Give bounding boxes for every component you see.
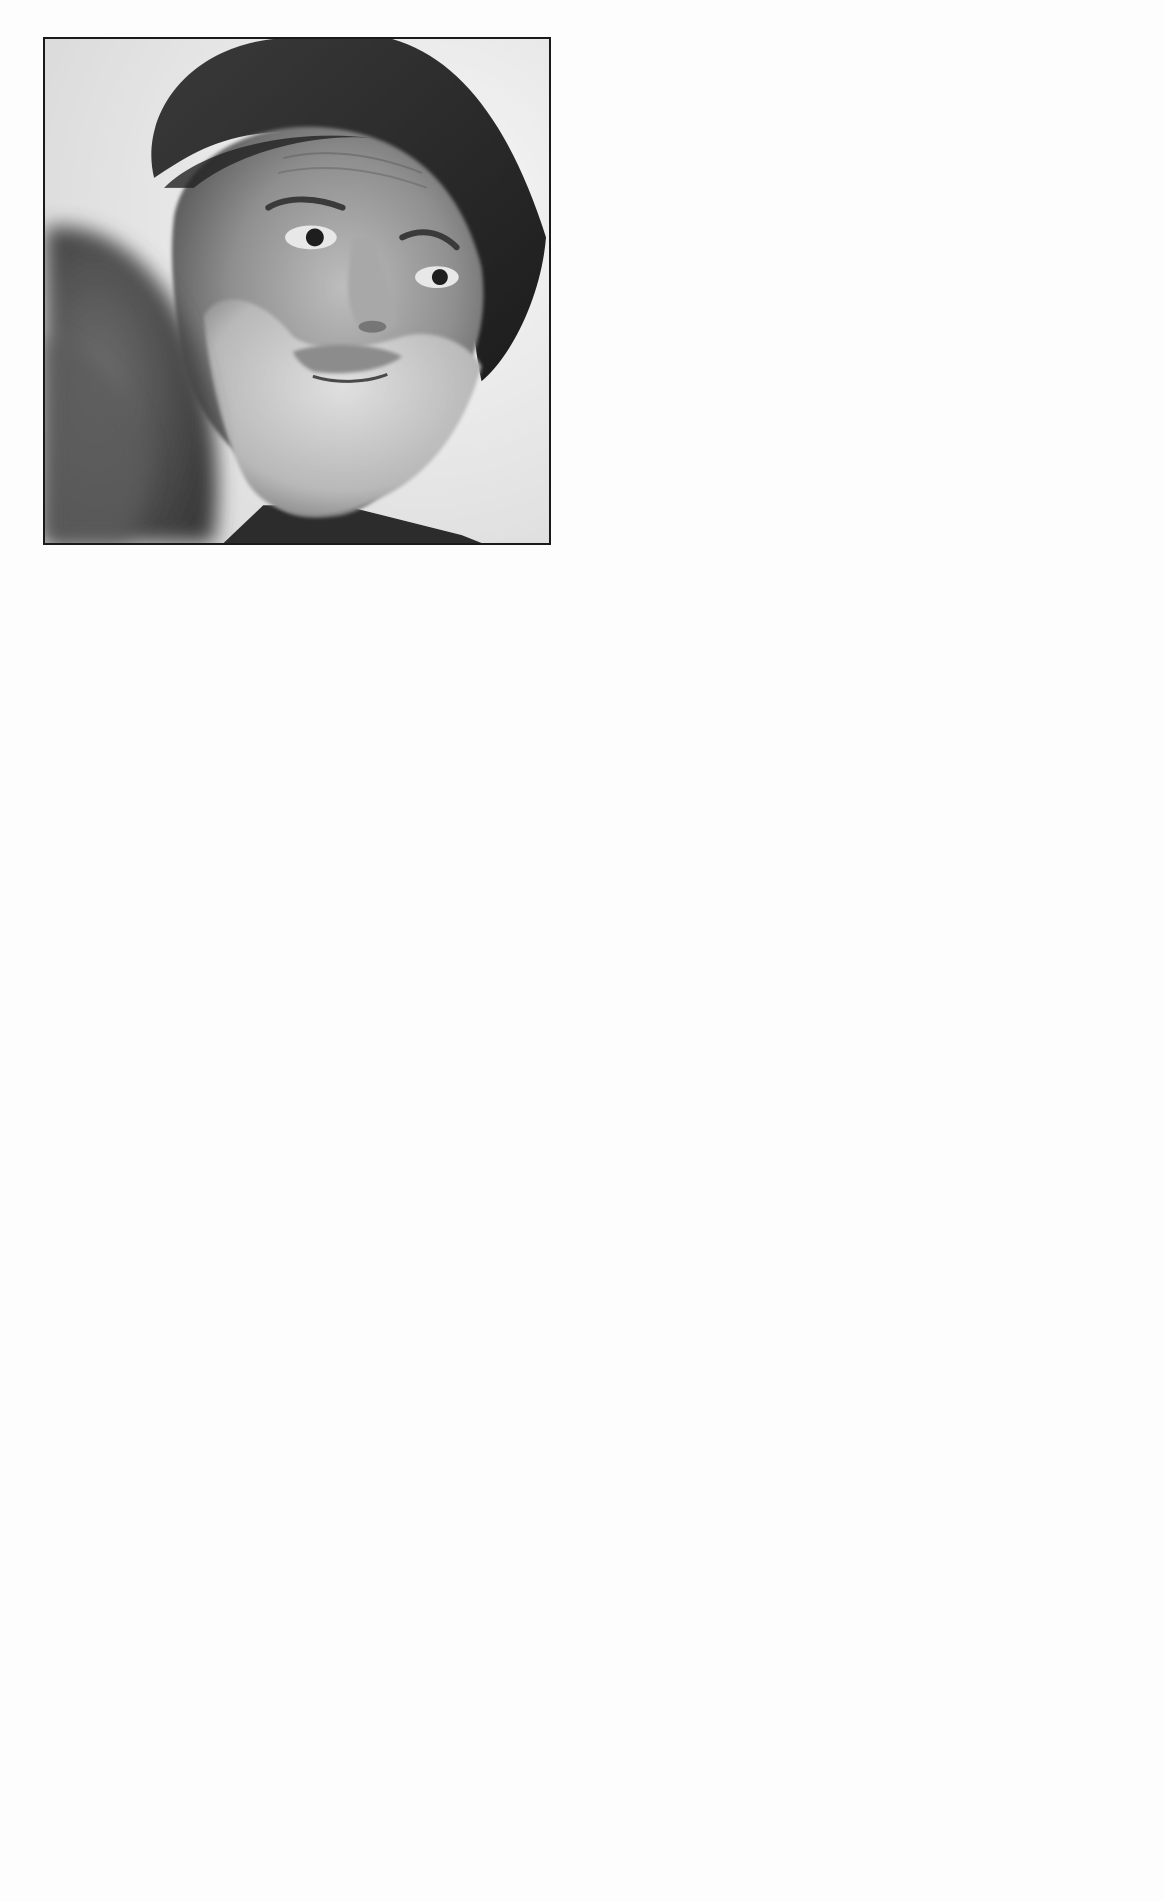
portrait-illustration — [45, 39, 549, 543]
left-pupil — [306, 228, 324, 246]
nostril — [359, 321, 387, 333]
right-pupil — [432, 269, 448, 285]
portrait-photo — [43, 37, 551, 545]
